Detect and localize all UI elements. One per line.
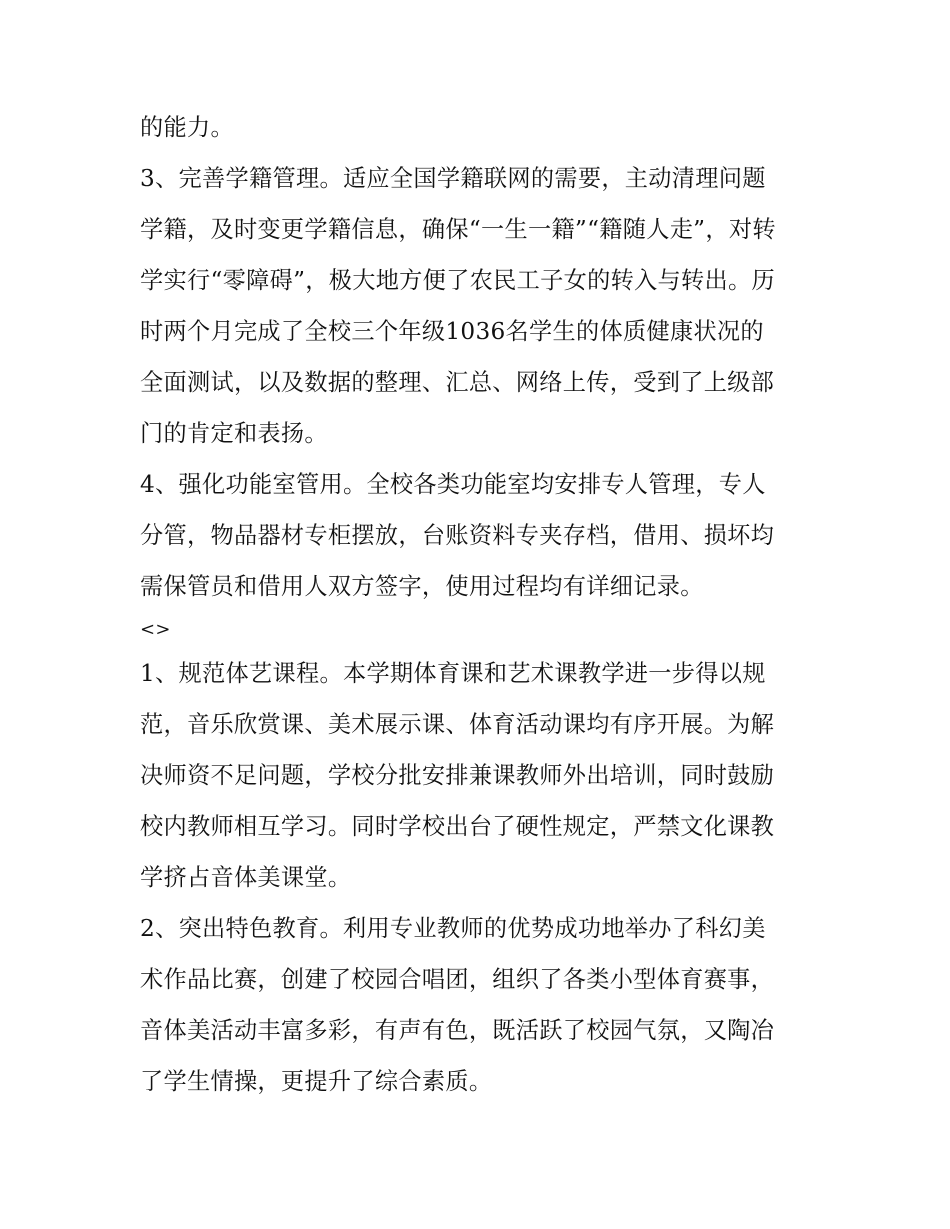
text-line: 学籍，及时变更学籍信息，确保“一生一籍”“籍随人走”，对转 xyxy=(140,216,776,243)
text-line: 4、强化功能室管用。全校各类功能室均安排专人管理，专人 xyxy=(140,471,766,498)
text-line: 全面测试，以及数据的整理、汇总、网络上传，受到了上级部 xyxy=(140,369,775,396)
text-line: 术作品比赛，创建了校园合唱团，组织了各类小型体育赛事， xyxy=(140,966,775,993)
section-marker: <> xyxy=(140,619,171,640)
text-line: 时两个月完成了全校三个年级1036名学生的体质健康状况的 xyxy=(140,318,764,345)
text-line: 范，音乐欣赏课、美术展示课、体育活动课均有序开展。为解 xyxy=(140,711,775,738)
text-line: 的能力。 xyxy=(140,114,234,141)
text-line: 音体美活动丰富多彩，有声有色，既活跃了校园气氛，又陶冶 xyxy=(140,1017,775,1044)
document-body xyxy=(140,102,820,1107)
text-line: 校内教师相互学习。同时学校出台了硬性规定，严禁文化课教 xyxy=(140,813,775,840)
text-line: 3、完善学籍管理。适应全国学籍联网的需要，主动清理问题 xyxy=(140,165,766,192)
text-line: 学实行“零障碍”，极大地方便了农民工子女的转入与转出。历 xyxy=(140,267,775,294)
text-line: 需保管员和借用人双方签字，使用过程均有详细记录。 xyxy=(140,573,704,600)
text-line: 1、规范体艺课程。本学期体育课和艺术课教学进一步得以规 xyxy=(140,660,766,687)
text-line: 了学生情操，更提升了综合素质。 xyxy=(140,1068,493,1095)
text-line: 决师资不足问题，学校分批安排兼课教师外出培训，同时鼓励 xyxy=(140,762,775,789)
text-line: 学挤占音体美课堂。 xyxy=(140,864,352,891)
text-line: 门的肯定和表扬。 xyxy=(140,420,328,447)
text-line: 2、突出特色教育。利用专业教师的优势成功地举办了科幻美 xyxy=(140,915,766,942)
text-line: 分管，物品器材专柜摆放，台账资料专夹存档，借用、损坏均 xyxy=(140,522,775,549)
